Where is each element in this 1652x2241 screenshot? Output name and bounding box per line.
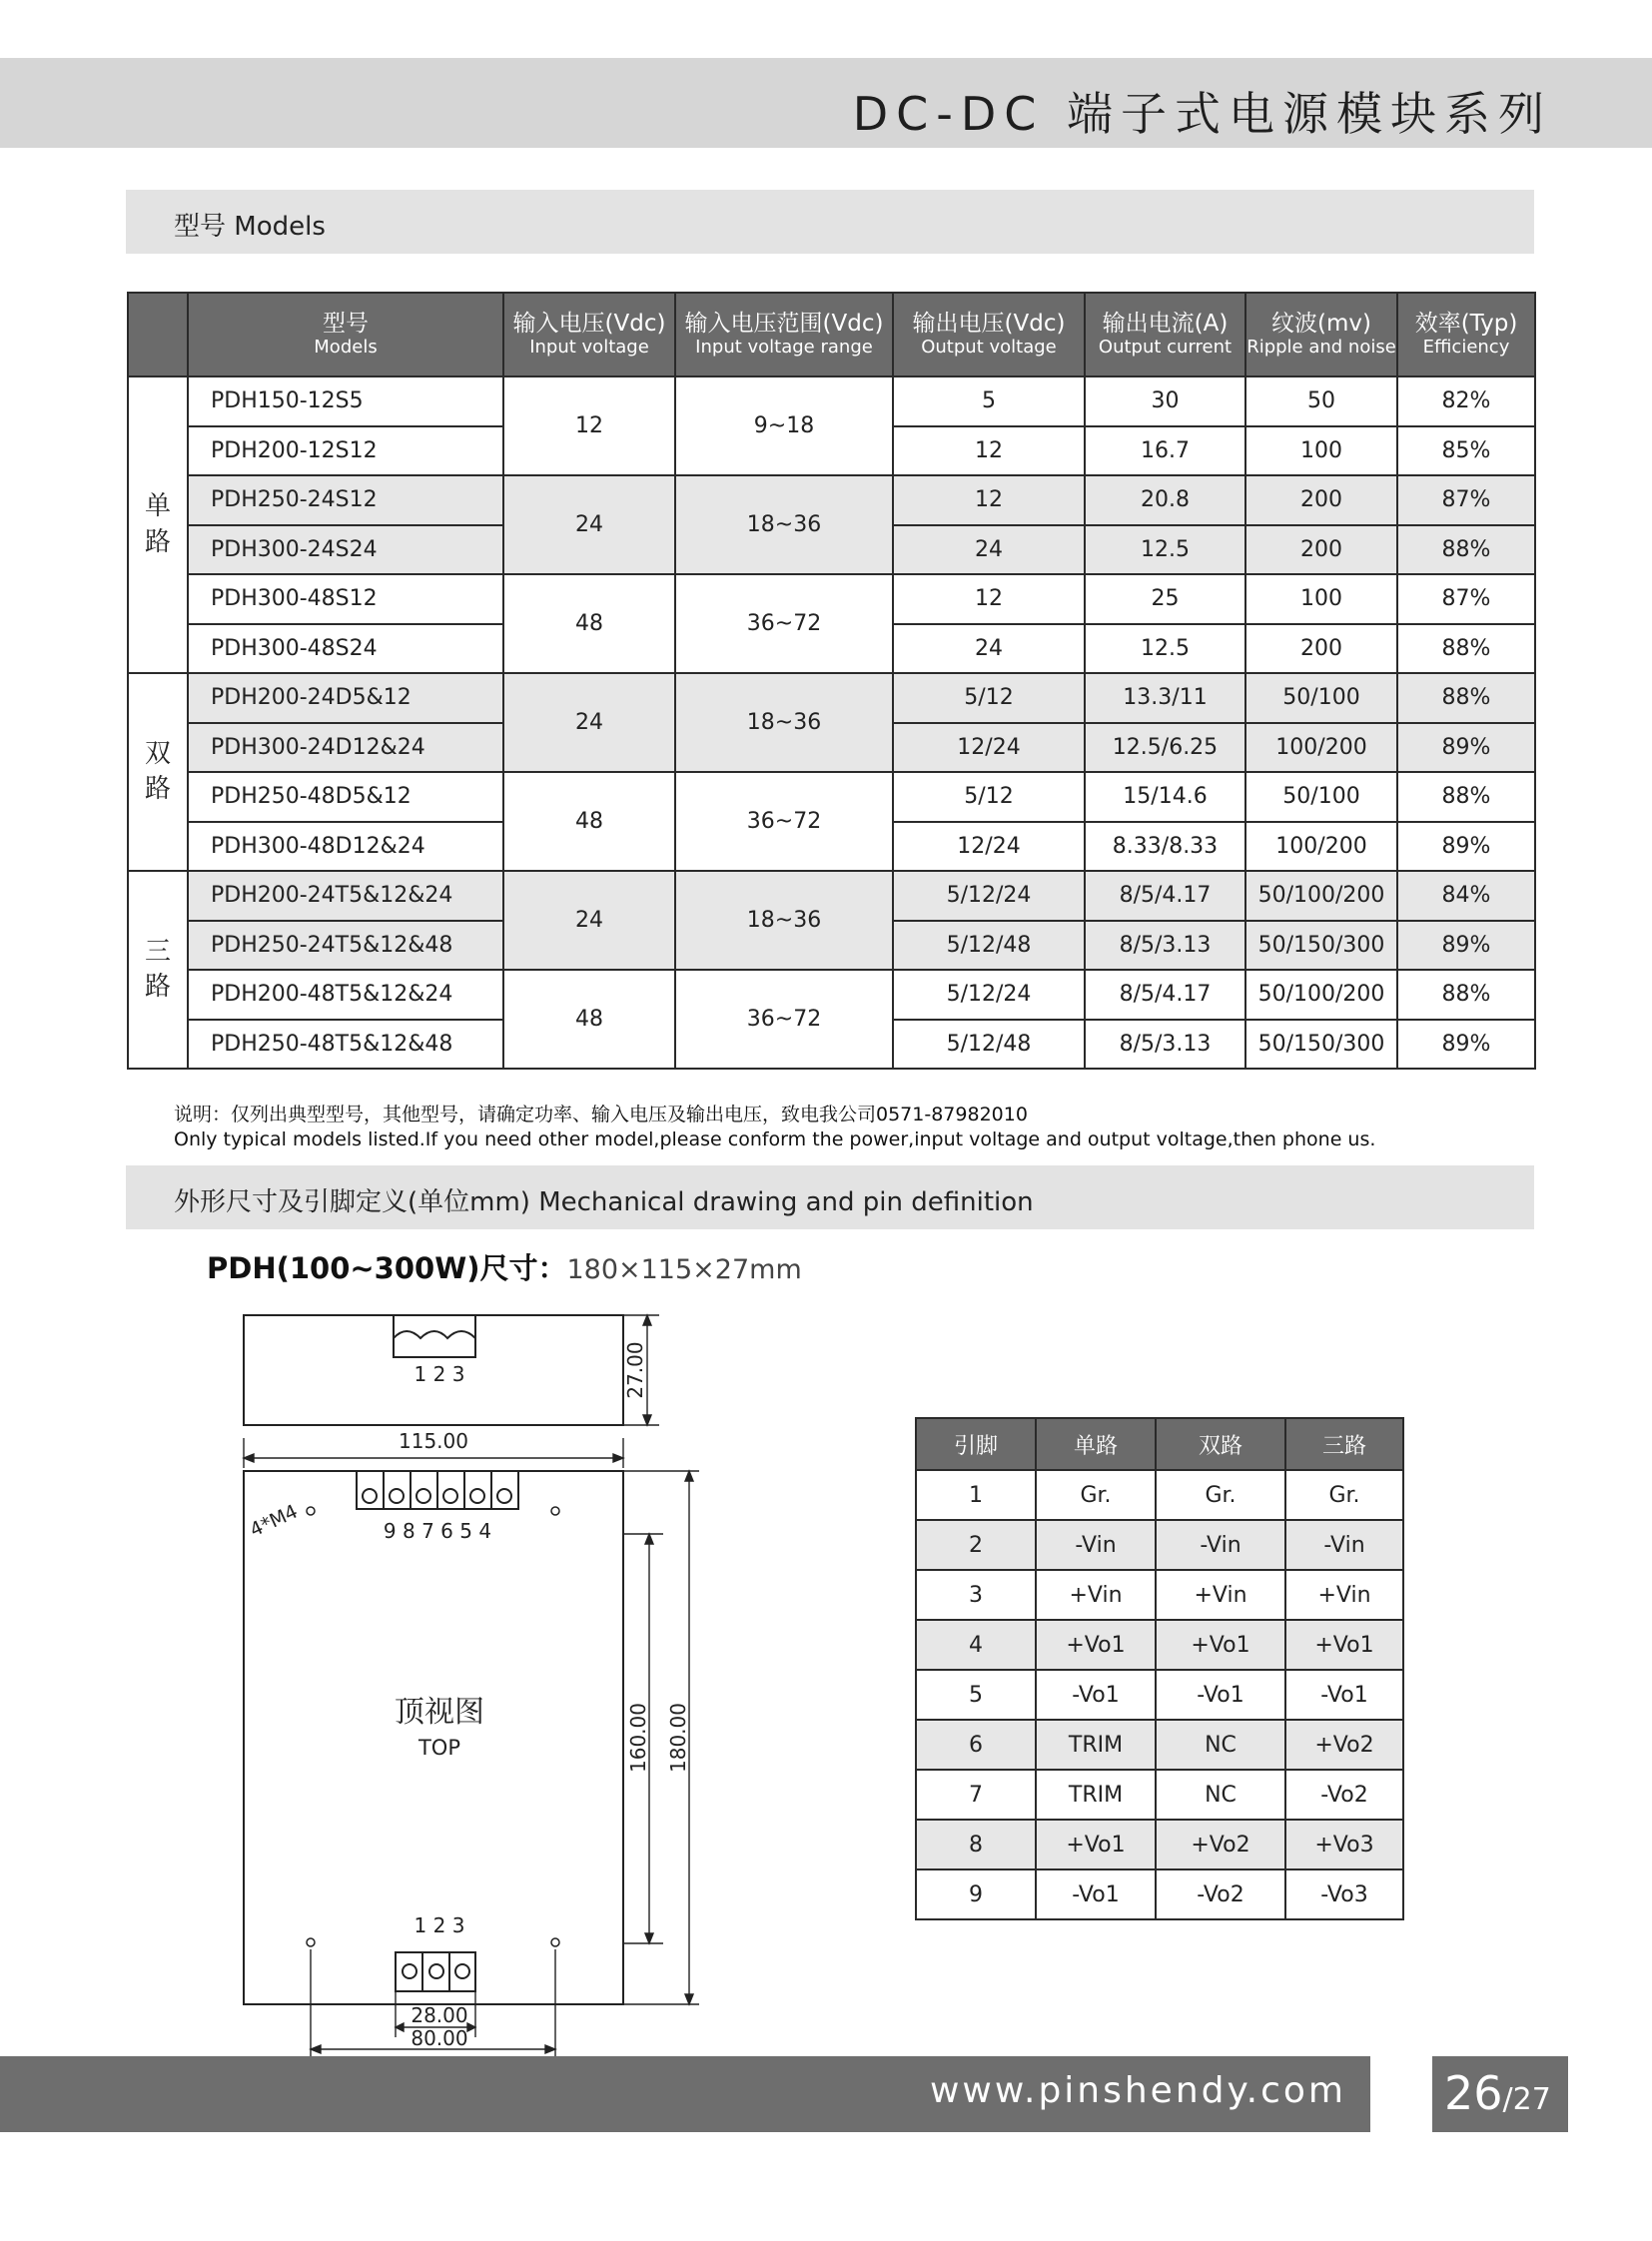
- group-label-single: 单 路: [128, 376, 188, 673]
- input-range-cell: 36~72: [675, 574, 893, 673]
- output-current-cell: 8.33/8.33: [1085, 822, 1245, 872]
- pin-dual: Gr.: [1156, 1470, 1285, 1520]
- output-current-cell: 13.3/11: [1085, 673, 1245, 723]
- pin-number: 6: [916, 1720, 1036, 1770]
- output-current-cell: 12.5: [1085, 525, 1245, 575]
- model-cell: PDH200-48T5&12&24: [188, 970, 503, 1020]
- pin-row: [916, 1570, 1403, 1620]
- pin-single: -Vo1: [1036, 1869, 1156, 1919]
- header-cell: 型号 Models: [188, 293, 503, 376]
- bottom-pins-label: 1 2 3: [413, 1913, 465, 1937]
- width-label: 115.00: [399, 1429, 468, 1453]
- pin-single: -Vo1: [1036, 1670, 1156, 1720]
- group-label-dual: 双 路: [128, 673, 188, 871]
- ripple-cell: 100: [1245, 426, 1397, 476]
- pin-span-label: 28.00: [411, 2003, 468, 2027]
- input-voltage-cell: 24: [503, 871, 675, 970]
- model-cell: PDH250-48D5&12: [188, 772, 503, 822]
- top-pins-label: 9 8 7 6 5 4: [383, 1519, 492, 1543]
- header-cell: 输入电压(Vdc) Input voltage: [503, 293, 675, 376]
- pin-single: -Vin: [1036, 1520, 1156, 1570]
- pin-dual: NC: [1156, 1720, 1285, 1770]
- ripple-cell: 50/100: [1245, 772, 1397, 822]
- ripple-cell: 100/200: [1245, 723, 1397, 773]
- input-voltage-cell: 24: [503, 673, 675, 772]
- pin-single: +Vo1: [1036, 1620, 1156, 1670]
- section-title-mech: 外形尺寸及引脚定义(单位mm) Mechanical drawing and pin definition: [174, 1187, 1034, 1217]
- pin-header-cell: 三路: [1285, 1418, 1403, 1470]
- top-terminal-block: [357, 1471, 518, 1509]
- model-cell: PDH250-24T5&12&48: [188, 921, 503, 971]
- pin-row: [916, 1869, 1403, 1919]
- pin-single: Gr.: [1036, 1470, 1156, 1520]
- input-range-cell: 9~18: [675, 376, 893, 475]
- efficiency-cell: 88%: [1397, 772, 1535, 822]
- pin-header-cell: 引脚: [916, 1418, 1036, 1470]
- efficiency-cell: 85%: [1397, 426, 1535, 476]
- pin-dual: -Vo2: [1156, 1869, 1285, 1919]
- input-voltage-cell: 48: [503, 970, 675, 1069]
- pin-triple: +Vo3: [1285, 1820, 1403, 1869]
- model-cell: PDH200-24D5&12: [188, 673, 503, 723]
- output-current-cell: 15/14.6: [1085, 772, 1245, 822]
- input-range-cell: 36~72: [675, 970, 893, 1069]
- pin-number: 5: [916, 1670, 1036, 1720]
- header-cell: 效率(Typ) Efficiency: [1397, 293, 1535, 376]
- footer-band: [0, 2056, 1370, 2132]
- output-current-cell: 12.5/6.25: [1085, 723, 1245, 773]
- header-cell: 输出电压(Vdc) Output voltage: [893, 293, 1085, 376]
- ripple-cell: 50/100: [1245, 673, 1397, 723]
- pin-dual: -Vin: [1156, 1520, 1285, 1570]
- efficiency-cell: 89%: [1397, 921, 1535, 971]
- output-current-cell: 8/5/3.13: [1085, 1020, 1245, 1070]
- view-label-zh: 顶视图: [395, 1695, 484, 1730]
- model-cell: PDH250-24S12: [188, 475, 503, 525]
- output-voltage-cell: 5: [893, 376, 1085, 426]
- input-voltage-cell: 48: [503, 772, 675, 871]
- pin-number: 4: [916, 1620, 1036, 1670]
- ripple-cell: 100: [1245, 574, 1397, 624]
- ripple-cell: 200: [1245, 525, 1397, 575]
- output-current-cell: 8/5/4.17: [1085, 970, 1245, 1020]
- pin-row: [916, 1720, 1403, 1770]
- input-voltage-cell: 12: [503, 376, 675, 475]
- side-view-terminal: [394, 1315, 475, 1357]
- output-voltage-cell: 24: [893, 624, 1085, 674]
- pin-row: [916, 1620, 1403, 1670]
- mount-label: 4*M4: [246, 1500, 302, 1542]
- efficiency-cell: 88%: [1397, 970, 1535, 1020]
- outer-length-label: 180.00: [666, 1703, 690, 1773]
- efficiency-cell: 87%: [1397, 574, 1535, 624]
- pin-header-cell: 双路: [1156, 1418, 1285, 1470]
- pin-number: 7: [916, 1770, 1036, 1820]
- input-range-cell: 18~36: [675, 871, 893, 970]
- ripple-cell: 50/100/200: [1245, 970, 1397, 1020]
- mech-title-model: PDH(100~300W)尺寸：: [207, 1251, 567, 1285]
- pin-number: 1: [916, 1470, 1036, 1520]
- input-voltage-cell: 48: [503, 574, 675, 673]
- pin-triple: -Vin: [1285, 1520, 1403, 1570]
- mech-title-dims: 180×115×27mm: [566, 1254, 802, 1285]
- pin-single: TRIM: [1036, 1770, 1156, 1820]
- input-voltage-cell: 24: [503, 475, 675, 574]
- ripple-cell: 200: [1245, 624, 1397, 674]
- efficiency-cell: 88%: [1397, 624, 1535, 674]
- efficiency-cell: 82%: [1397, 376, 1535, 426]
- output-current-cell: 12.5: [1085, 624, 1245, 674]
- view-label-en: TOP: [417, 1736, 461, 1760]
- ripple-cell: 50/150/300: [1245, 921, 1397, 971]
- pin-single: +Vo1: [1036, 1820, 1156, 1869]
- output-voltage-cell: 5/12/48: [893, 1020, 1085, 1070]
- input-range-cell: 18~36: [675, 673, 893, 772]
- input-range-cell: 36~72: [675, 772, 893, 871]
- output-voltage-cell: 5/12/24: [893, 871, 1085, 921]
- pin-header-row: [916, 1418, 1403, 1470]
- pin-header-cell: 单路: [1036, 1418, 1156, 1470]
- note-en: Only typical models listed.If you need other model,please conform the power,input voltage and output voltage,then phone us.: [174, 1128, 1376, 1150]
- pin-dual: NC: [1156, 1770, 1285, 1820]
- model-cell: PDH300-48S12: [188, 574, 503, 624]
- efficiency-cell: 89%: [1397, 1020, 1535, 1070]
- output-voltage-cell: 12: [893, 426, 1085, 476]
- ripple-cell: 200: [1245, 475, 1397, 525]
- pin-dual: +Vo1: [1156, 1620, 1285, 1670]
- pin-triple: -Vo1: [1285, 1670, 1403, 1720]
- pin-row: [916, 1670, 1403, 1720]
- efficiency-cell: 84%: [1397, 871, 1535, 921]
- height-label: 27.00: [623, 1341, 647, 1399]
- pin-single: TRIM: [1036, 1720, 1156, 1770]
- output-current-cell: 16.7: [1085, 426, 1245, 476]
- model-cell: PDH300-24D12&24: [188, 723, 503, 773]
- model-cell: PDH300-24S24: [188, 525, 503, 575]
- page-number: [1444, 2066, 1551, 2120]
- input-range-cell: 18~36: [675, 475, 893, 574]
- current-page: 26: [1444, 2066, 1503, 2120]
- efficiency-cell: 88%: [1397, 525, 1535, 575]
- header-cell: 输出电流(A) Output current: [1085, 293, 1245, 376]
- pin-dual: +Vin: [1156, 1570, 1285, 1620]
- pin-triple: +Vo1: [1285, 1620, 1403, 1670]
- pin-number: 3: [916, 1570, 1036, 1620]
- side-pins-label: 1 2 3: [413, 1362, 465, 1386]
- ripple-cell: 100/200: [1245, 822, 1397, 872]
- model-cell: PDH150-12S5: [188, 376, 503, 426]
- model-cell: PDH200-12S12: [188, 426, 503, 476]
- output-voltage-cell: 12/24: [893, 723, 1085, 773]
- ripple-cell: 50/150/300: [1245, 1020, 1397, 1070]
- pin-row: [916, 1820, 1403, 1869]
- pin-triple: -Vo3: [1285, 1869, 1403, 1919]
- output-current-cell: 30: [1085, 376, 1245, 426]
- efficiency-cell: 88%: [1397, 673, 1535, 723]
- pin-triple: Gr.: [1285, 1470, 1403, 1520]
- efficiency-cell: 87%: [1397, 475, 1535, 525]
- output-voltage-cell: 5/12/24: [893, 970, 1085, 1020]
- bottom-terminal-block: [396, 1952, 475, 1991]
- output-current-cell: 25: [1085, 574, 1245, 624]
- pin-row: [916, 1770, 1403, 1820]
- inner-length-label: 160.00: [626, 1703, 650, 1773]
- output-current-cell: 20.8: [1085, 475, 1245, 525]
- website-url[interactable]: www.pinshendy.com: [929, 2070, 1346, 2111]
- model-cell: PDH200-24T5&12&24: [188, 871, 503, 921]
- pin-number: 2: [916, 1520, 1036, 1570]
- group-label-triple: 三 路: [128, 871, 188, 1069]
- output-voltage-cell: 5/12: [893, 673, 1085, 723]
- model-cell: PDH300-48S24: [188, 624, 503, 674]
- pin-row: [916, 1470, 1403, 1520]
- model-cell: PDH250-48T5&12&48: [188, 1020, 503, 1070]
- pin-triple: -Vo2: [1285, 1770, 1403, 1820]
- pin-table: [915, 1417, 1404, 1920]
- output-voltage-cell: 12: [893, 574, 1085, 624]
- page-number-box: [1432, 2056, 1568, 2132]
- efficiency-cell: 89%: [1397, 822, 1535, 872]
- output-voltage-cell: 24: [893, 525, 1085, 575]
- header-cell: 输入电压范围(Vdc) Input voltage range: [675, 293, 893, 376]
- total-pages: /27: [1502, 2082, 1551, 2117]
- model-cell: PDH300-48D12&24: [188, 822, 503, 872]
- output-voltage-cell: 5/12: [893, 772, 1085, 822]
- pin-dual: -Vo1: [1156, 1670, 1285, 1720]
- pin-row: [916, 1520, 1403, 1570]
- output-current-cell: 8/5/4.17: [1085, 871, 1245, 921]
- note-zh: 说明：仅列出典型型号，其他型号，请确定功率、输入电压及输出电压，致电我公司0571-87982010: [174, 1104, 1028, 1125]
- pin-triple: +Vo2: [1285, 1720, 1403, 1770]
- pin-number: 9: [916, 1869, 1036, 1919]
- hole-span-label: 80.00: [411, 2026, 468, 2050]
- pin-dual: +Vo2: [1156, 1820, 1285, 1869]
- output-voltage-cell: 12/24: [893, 822, 1085, 872]
- ripple-cell: 50: [1245, 376, 1397, 426]
- header-cell: 纹波(mv) Ripple and noise: [1245, 293, 1397, 376]
- section-title-models: 型号 Models: [174, 212, 326, 242]
- pin-number: 8: [916, 1820, 1036, 1869]
- pin-triple: +Vin: [1285, 1570, 1403, 1620]
- pin-single: +Vin: [1036, 1570, 1156, 1620]
- efficiency-cell: 89%: [1397, 723, 1535, 773]
- output-voltage-cell: 5/12/48: [893, 921, 1085, 971]
- ripple-cell: 50/100/200: [1245, 871, 1397, 921]
- output-voltage-cell: 12: [893, 475, 1085, 525]
- output-current-cell: 8/5/3.13: [1085, 921, 1245, 971]
- document-title: DC-DC 端子式电源模块系列: [852, 87, 1552, 141]
